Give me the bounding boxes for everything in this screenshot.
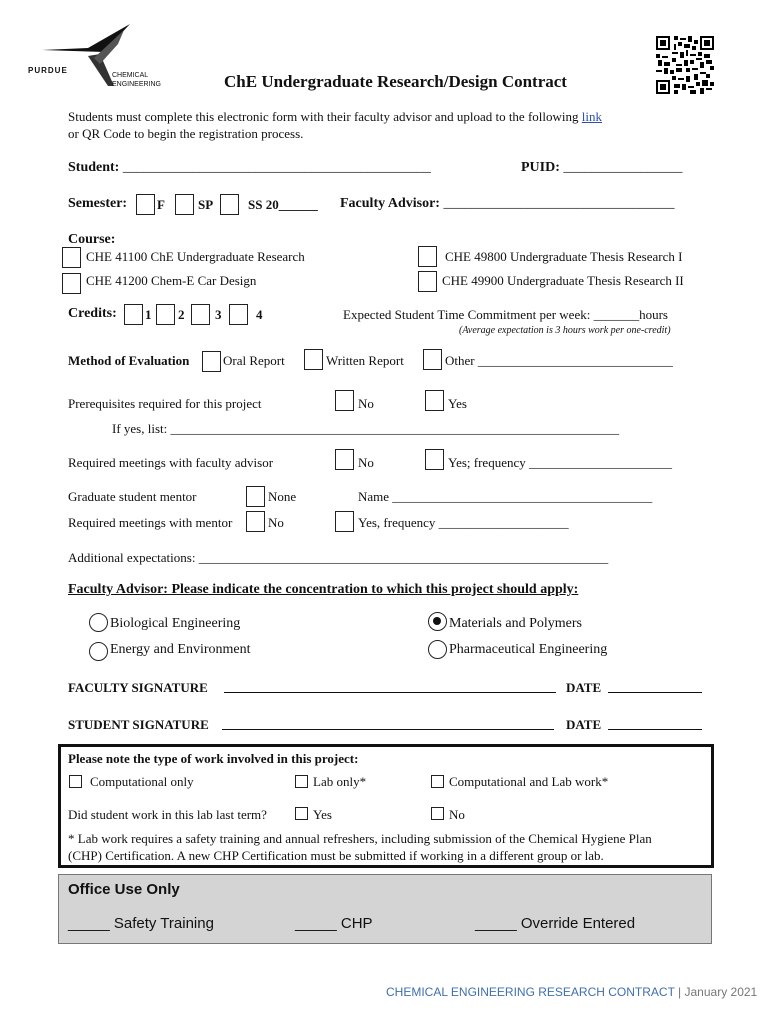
faculty-signature-label: FACULTY SIGNATURE (68, 680, 208, 695)
eval-other-checkbox[interactable] (423, 349, 442, 370)
radio-materials[interactable] (428, 612, 447, 631)
eval-oral-checkbox[interactable] (202, 351, 221, 372)
work-lab-checkbox[interactable] (295, 775, 308, 788)
prereq-list-field[interactable]: If yes, list: _____________________________________________________________________ (112, 421, 619, 436)
semester-sp-label: SP (198, 197, 214, 212)
work-lab-label: Lab only* (313, 774, 367, 789)
mentor-meetings-label: Required meetings with mentor (68, 515, 233, 530)
prereq-no-label: No (358, 396, 374, 411)
work-comp-label: Computational only (90, 774, 194, 789)
office-chp: _____ CHP (295, 915, 373, 932)
credits-4-checkbox[interactable] (229, 304, 248, 325)
last-term-yes-label: Yes (313, 807, 332, 822)
radio-pharmaceutical-label: Pharmaceutical Engineering (449, 642, 608, 657)
eval-written-label: Written Report (326, 353, 404, 368)
prereq-yes-label: Yes (448, 396, 467, 411)
credits-2-label: 2 (178, 307, 185, 322)
faculty-advisor-label: Faculty Advisor: (340, 196, 444, 211)
additional-expectations-field[interactable]: Additional expectations: _______________________________________________________________ (68, 550, 609, 565)
semester-f-label: F (157, 197, 165, 212)
meetings-no-checkbox[interactable] (335, 449, 354, 470)
student-signature-field[interactable] (222, 729, 554, 730)
mentor-name-field[interactable]: Name ________________________________________ (358, 489, 653, 504)
work-comp-checkbox[interactable] (69, 775, 82, 788)
meetings-yes-checkbox[interactable] (425, 449, 444, 470)
course-41100-checkbox[interactable] (62, 247, 81, 268)
radio-materials-label: Materials and Polymers (449, 616, 582, 631)
footer-title: CHEMICAL ENGINEERING RESEARCH CONTRACT (386, 985, 675, 999)
upload-link[interactable]: link (581, 109, 602, 124)
faculty-advisor-row (340, 196, 674, 212)
mentor-none-label: None (268, 489, 297, 504)
last-term-label: Did student work in this lab last term? (68, 807, 267, 822)
intro-text: Students must complete this electronic form with their faculty advisor and upload to the following (68, 109, 579, 124)
student-field[interactable]: ____________________________________________ (122, 160, 431, 175)
mentor-meetings-frequency-field[interactable]: Yes, frequency ____________________ (358, 515, 569, 530)
credits-4-label: 4 (256, 307, 263, 322)
logo-word: PURDUE (28, 66, 68, 75)
faculty-date-field[interactable] (608, 692, 702, 693)
mentor-meetings-no-checkbox[interactable] (246, 511, 265, 532)
radio-energy[interactable] (89, 642, 108, 661)
student-signature-label: STUDENT SIGNATURE (68, 717, 209, 732)
lab-work-note-line1: * Lab work requires a safety training and annual refreshers, including submission of the Chemical Hygiene Plan (68, 831, 652, 846)
semester-sp-checkbox[interactable] (175, 194, 194, 215)
faculty-date-label: DATE (566, 680, 602, 695)
semester-f-checkbox[interactable] (136, 194, 155, 215)
expected-time-field[interactable]: Expected Student Time Commitment per week: _______hours (343, 307, 668, 322)
semester-ss-checkbox[interactable] (220, 194, 239, 215)
mentor-meetings-yes-checkbox[interactable] (335, 511, 354, 532)
eval-oral-label: Oral Report (223, 353, 285, 368)
course-49900-label: CHE 49900 Undergraduate Thesis Research II (442, 273, 684, 288)
credit-expectation-note: (Average expectation is 3 hours work per one-credit) (459, 325, 671, 336)
meetings-no-label: No (358, 455, 374, 470)
course-41200-label: CHE 41200 Chem-E Car Design (86, 273, 257, 288)
faculty-advisor-field[interactable]: _________________________________ (443, 196, 675, 211)
work-both-checkbox[interactable] (431, 775, 444, 788)
course-41100-label: CHE 41100 ChE Undergraduate Research (86, 249, 305, 264)
credits-2-checkbox[interactable] (156, 304, 175, 325)
radio-biological[interactable] (89, 613, 108, 632)
page-title: ChE Undergraduate Research/Design Contract (224, 72, 567, 91)
puid-label: PUID: (521, 160, 564, 175)
eval-written-checkbox[interactable] (304, 349, 323, 370)
concentration-heading: Faculty Advisor: Please indicate the concentration to which this project should apply: (68, 582, 579, 597)
purdue-logo (28, 22, 173, 94)
prereq-yes-checkbox[interactable] (425, 390, 444, 411)
logo-dept-line1: CHEMICAL (112, 72, 149, 79)
student-label: Student: (68, 160, 123, 175)
lab-work-note-line2: (CHP) Certification. A new CHP Certification must be submitted if working in a different group or lab. (68, 848, 604, 863)
mentor-meetings-no-label: No (268, 515, 284, 530)
faculty-signature-field[interactable] (224, 692, 556, 693)
radio-pharmaceutical[interactable] (428, 640, 447, 659)
office-override: _____ Override Entered (475, 915, 636, 932)
prereq-label: Prerequisites required for this project (68, 396, 262, 411)
radio-energy-label: Energy and Environment (110, 642, 251, 657)
course-49800-label: CHE 49800 Undergraduate Thesis Research I (445, 249, 683, 264)
credits-1-checkbox[interactable] (124, 304, 143, 325)
credits-3-label: 3 (215, 307, 222, 322)
credits-1-label: 1 (145, 307, 152, 322)
course-49800-checkbox[interactable] (418, 246, 437, 267)
last-term-no-checkbox[interactable] (431, 807, 444, 820)
puid-field[interactable]: _________________ (563, 160, 683, 175)
student-date-label: DATE (566, 717, 602, 732)
mentor-label: Graduate student mentor (68, 489, 197, 504)
eval-other-field[interactable]: Other ______________________________ (445, 353, 673, 368)
evaluation-label: Method of Evaluation (68, 353, 190, 368)
semester-ss-label: SS 20______ (248, 197, 318, 212)
qr-code-icon[interactable] (656, 36, 714, 94)
semester-label: Semester: (68, 196, 128, 211)
course-label: Course: (68, 232, 116, 247)
credits-label: Credits: (68, 306, 117, 321)
puid-row (521, 160, 682, 176)
meetings-label: Required meetings with faculty advisor (68, 455, 274, 470)
last-term-no-label: No (449, 807, 465, 822)
last-term-yes-checkbox[interactable] (295, 807, 308, 820)
radio-biological-label: Biological Engineering (110, 616, 241, 631)
logo-dept-line2: ENGINEERING (112, 81, 162, 88)
prereq-no-checkbox[interactable] (335, 390, 354, 411)
mentor-none-checkbox[interactable] (246, 486, 265, 507)
office-safety-training: _____ Safety Training (68, 915, 214, 932)
intro-line2: or QR Code to begin the registration process. (68, 126, 304, 141)
student-row (68, 160, 431, 176)
work-both-label: Computational and Lab work* (449, 774, 609, 789)
footer-separator: | (674, 985, 685, 999)
course-49900-checkbox[interactable] (418, 271, 437, 292)
meetings-frequency-field[interactable]: Yes; frequency ______________________ (448, 455, 672, 470)
office-use-heading: Office Use Only (68, 881, 180, 898)
footer-date: January 2021 (684, 985, 758, 999)
intro-line1 (68, 109, 602, 125)
credits-3-checkbox[interactable] (191, 304, 210, 325)
page-footer (386, 985, 757, 999)
work-type-heading: Please note the type of work involved in this project: (68, 751, 359, 766)
course-41200-checkbox[interactable] (62, 273, 81, 294)
student-date-field[interactable] (608, 729, 702, 730)
